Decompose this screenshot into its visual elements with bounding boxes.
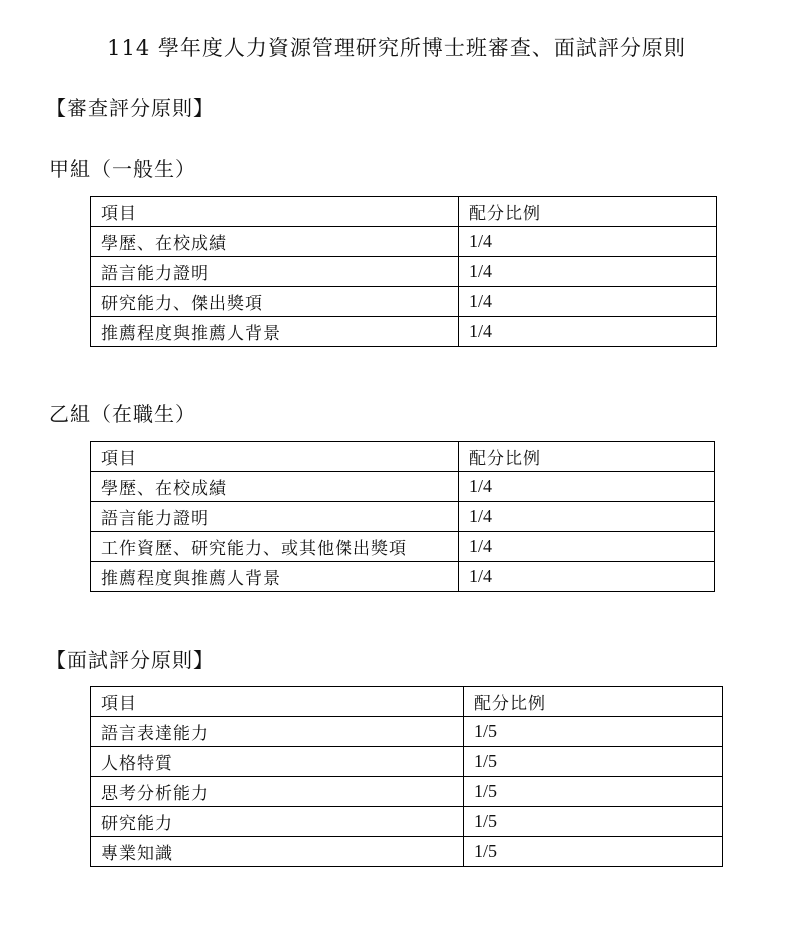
ratio-cell: 1/5: [464, 717, 723, 747]
group-b-score-table: [90, 441, 715, 592]
page-title: 114 學年度人力資源管理研究所博士班審查、面試評分原則: [107, 36, 686, 60]
item-cell: 學歷、在校成績: [91, 472, 459, 502]
table-row: [91, 257, 717, 287]
item-cell: 語言表達能力: [91, 717, 464, 747]
table-row: [91, 837, 723, 867]
group-a-heading: 甲組（一般生）: [49, 157, 196, 181]
ratio-cell: 1/4: [459, 227, 717, 257]
ratio-cell: 1/4: [459, 472, 715, 502]
item-cell: 研究能力: [91, 807, 464, 837]
item-cell: 推薦程度與推薦人背景: [91, 317, 459, 347]
ratio-cell: 1/5: [464, 837, 723, 867]
ratio-cell: 1/4: [459, 532, 715, 562]
table-header-row: [91, 687, 723, 717]
table-header-row: [91, 442, 715, 472]
interview-section-heading: 【面試評分原則】: [46, 648, 214, 672]
item-cell: 思考分析能力: [91, 777, 464, 807]
table-row: [91, 777, 723, 807]
ratio-cell: 1/4: [459, 562, 715, 592]
table-row: [91, 317, 717, 347]
group-b-heading: 乙組（在職生）: [49, 402, 196, 426]
review-section-heading: 【審查評分原則】: [46, 96, 214, 120]
ratio-cell: 1/4: [459, 317, 717, 347]
item-cell: 研究能力、傑出獎項: [91, 287, 459, 317]
ratio-cell: 1/4: [459, 257, 717, 287]
item-cell: 語言能力證明: [91, 257, 459, 287]
table-row: [91, 747, 723, 777]
table-row: [91, 717, 723, 747]
table-row: [91, 502, 715, 532]
interview-score-table: [90, 686, 723, 867]
column-header-ratio: 配分比例: [464, 687, 723, 717]
ratio-cell: 1/5: [464, 777, 723, 807]
column-header-item: 項目: [91, 687, 464, 717]
table-row: [91, 227, 717, 257]
table-row: [91, 287, 717, 317]
ratio-cell: 1/5: [464, 807, 723, 837]
column-header-ratio: 配分比例: [459, 197, 717, 227]
column-header-item: 項目: [91, 197, 459, 227]
item-cell: 人格特質: [91, 747, 464, 777]
item-cell: 專業知識: [91, 837, 464, 867]
item-cell: 工作資歷、研究能力、或其他傑出獎項: [91, 532, 459, 562]
item-cell: 學歷、在校成績: [91, 227, 459, 257]
ratio-cell: 1/4: [459, 287, 717, 317]
group-a-score-table: [90, 196, 717, 347]
item-cell: 語言能力證明: [91, 502, 459, 532]
table-header-row: [91, 197, 717, 227]
ratio-cell: 1/5: [464, 747, 723, 777]
ratio-cell: 1/4: [459, 502, 715, 532]
column-header-item: 項目: [91, 442, 459, 472]
table-row: [91, 807, 723, 837]
table-row: [91, 532, 715, 562]
item-cell: 推薦程度與推薦人背景: [91, 562, 459, 592]
table-row: [91, 472, 715, 502]
table-row: [91, 562, 715, 592]
column-header-ratio: 配分比例: [459, 442, 715, 472]
